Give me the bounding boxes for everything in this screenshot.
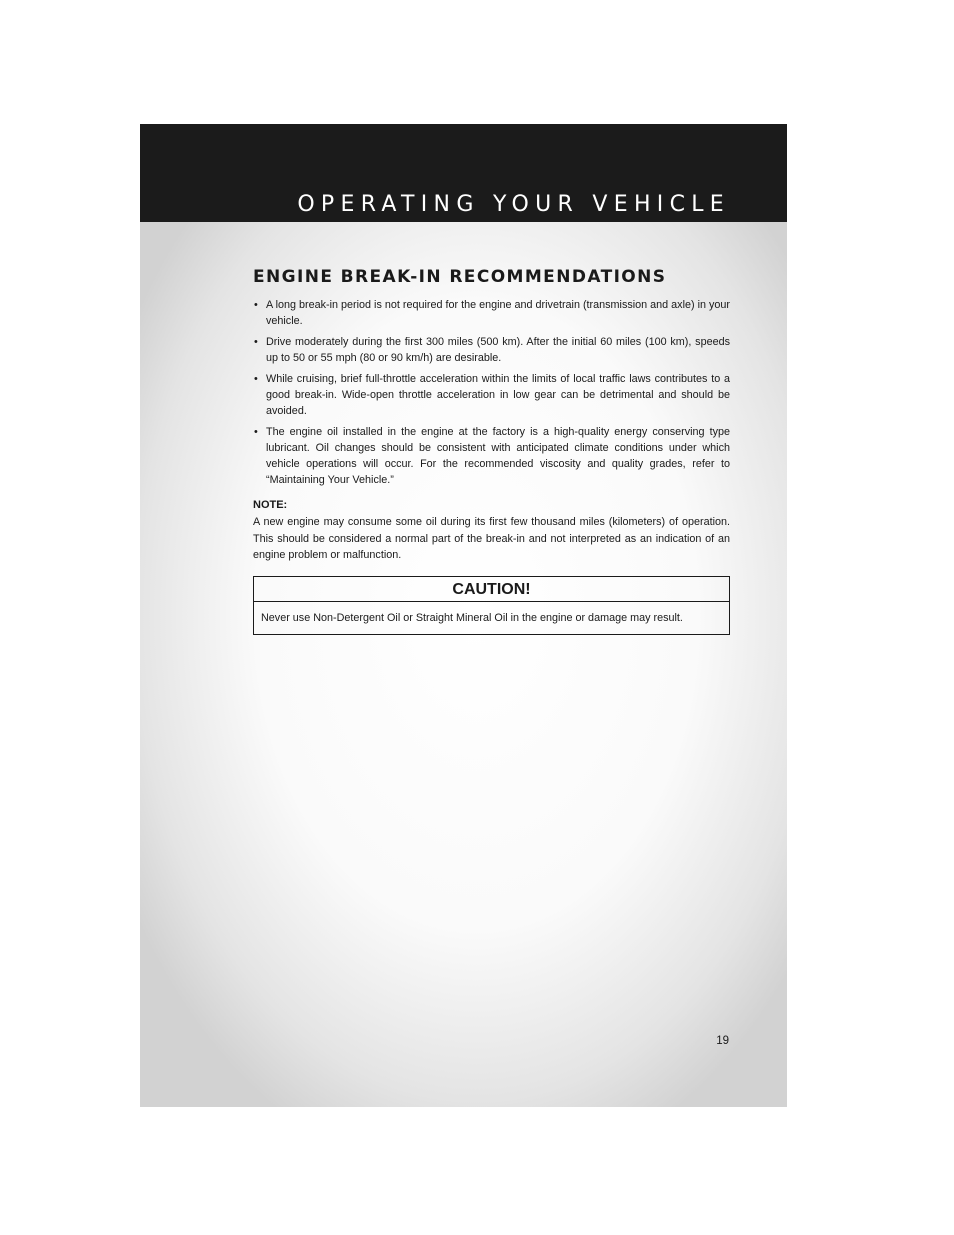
section-heading: ENGINE BREAK-IN RECOMMENDATIONS (253, 267, 667, 287)
caution-box (253, 576, 730, 635)
list-item (253, 334, 730, 366)
list-item (253, 371, 730, 419)
list-item-text: While cruising, brief full-throttle acceleration within the limits of local traffic laws contributes to a good break-in. Wide-open throttle acceleration in low gear can be detrimental and should be avoided. (266, 373, 730, 417)
caution-text: Never use Non-Detergent Oil or Straight Mineral Oil in the engine or damage may result. (261, 611, 683, 624)
page-content (253, 266, 730, 635)
header-band (140, 124, 787, 222)
note-label: NOTE: (253, 499, 288, 511)
manual-page (140, 124, 787, 1107)
list-item-text: A long break-in period is not required for the engine and drivetrain (transmission and axle) in your vehicle. (266, 299, 730, 327)
note-text: A new engine may consume some oil during its first few thousand miles (kilometers) of operation. This should be considered a normal part of the break-in and not interpreted as an indication of an engine problem or malfunction. (253, 516, 730, 561)
bullet-icon: • (254, 426, 258, 438)
list-item-text: Drive moderately during the first 300 miles (500 km). After the initial 60 miles (100 km), speeds up to 50 or 55 mph (80 or 90 km/h) are desirable. (266, 336, 730, 364)
chapter-title: OPERATING YOUR VEHICLE (297, 192, 730, 217)
recommendation-list (253, 297, 730, 488)
bullet-icon: • (254, 299, 258, 311)
list-item-text: The engine oil installed in the engine at the factory is a high-quality energy conserving type lubricant. Oil changes should be consistent with anticipated climate conditions under which vehicle operations will occur. For the recommended viscosity and quality grades, refer to “Maintaining Your Vehicle.” (266, 426, 730, 486)
list-item (253, 297, 730, 329)
bullet-icon: • (254, 373, 258, 385)
bullet-icon: • (254, 336, 258, 348)
list-item (253, 424, 730, 488)
caution-title: CAUTION! (254, 577, 729, 602)
page-number: 19 (716, 1035, 729, 1047)
